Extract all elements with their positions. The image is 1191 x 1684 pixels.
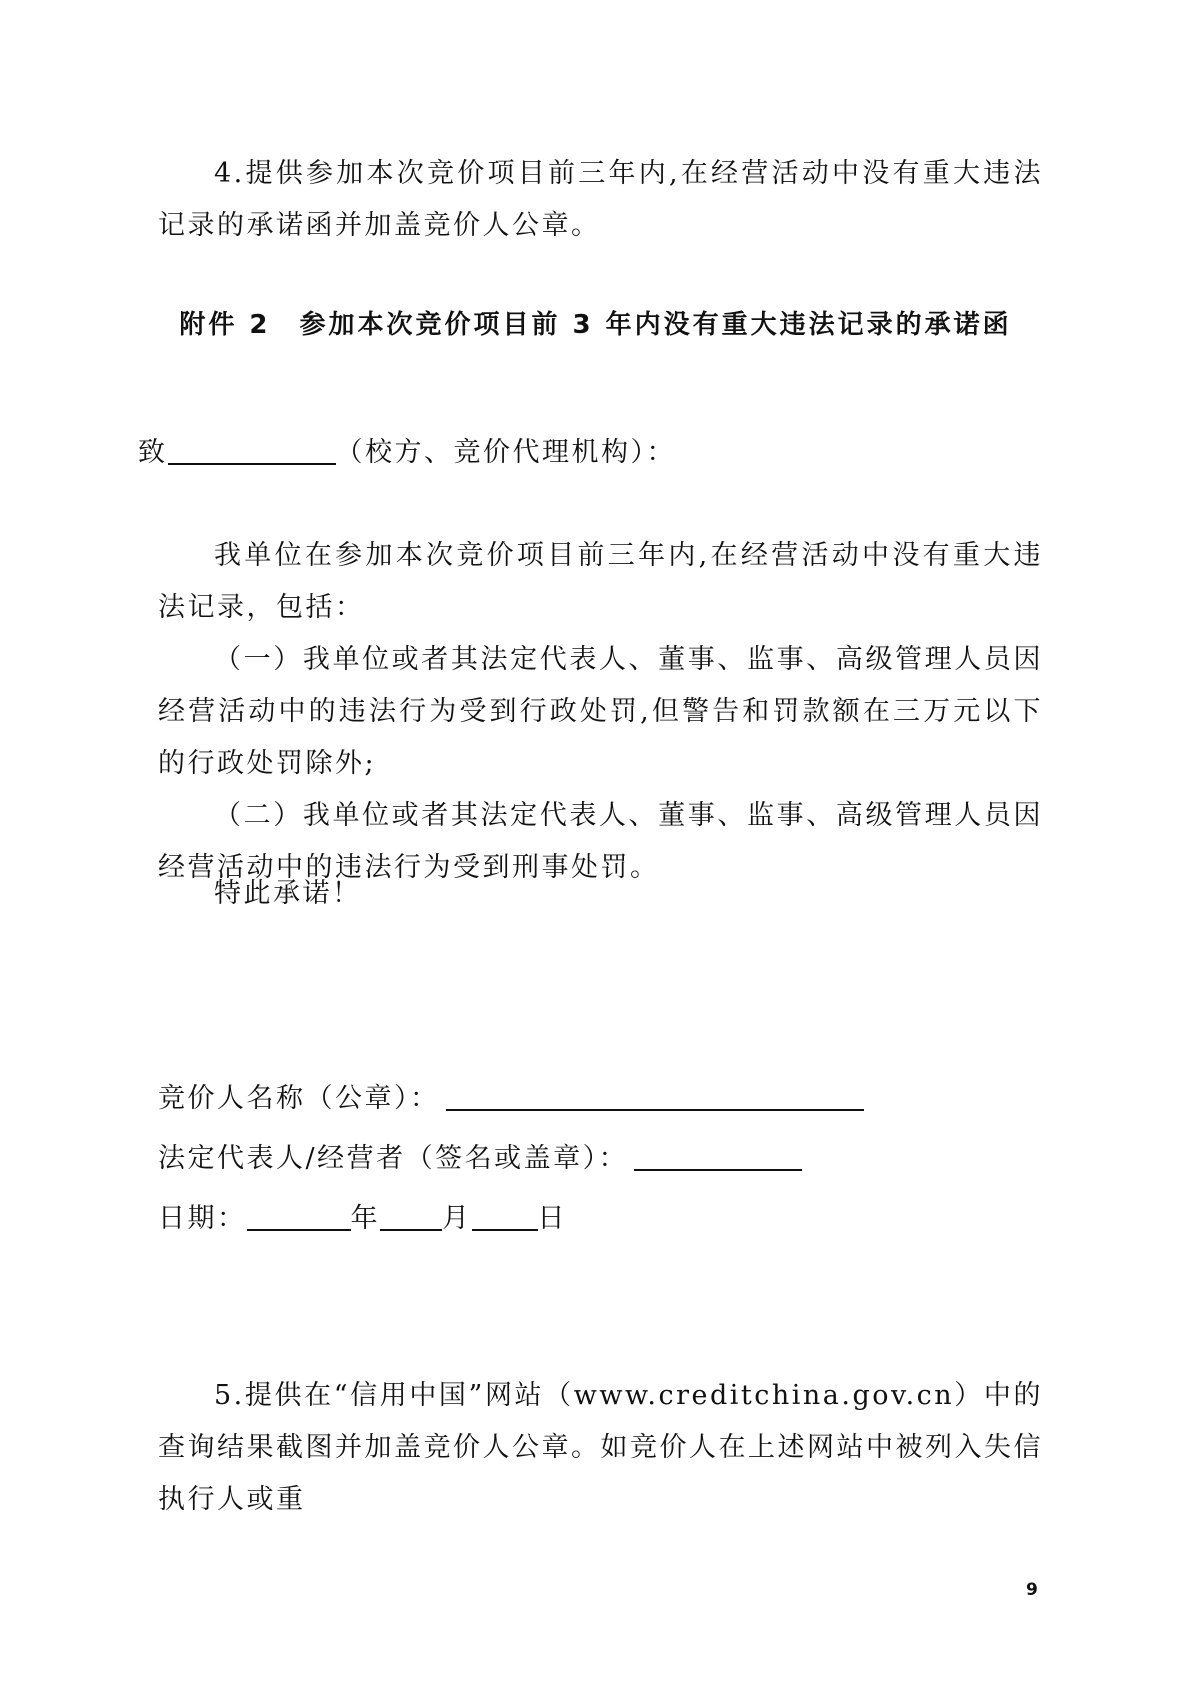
recipient-blank[interactable] xyxy=(168,433,336,465)
date-label: 日期： xyxy=(158,1203,247,1234)
bidder-name-label: 竞价人名称（公章）： xyxy=(158,1083,440,1114)
date-line xyxy=(158,1196,567,1235)
salutation-prefix: 致 xyxy=(138,437,168,468)
page-number: 9 xyxy=(1026,1580,1038,1600)
month-label: 月 xyxy=(442,1203,472,1234)
day-blank[interactable] xyxy=(472,1199,538,1231)
attachment-title: 附件 2 参加本次竞价项目前 3 年内没有重大违法记录的承诺函 xyxy=(179,310,1012,340)
clause-2-paragraph: （二）我单位或者其法定代表人、董事、监事、高级管理人员因经营活动中的违法行为受到刑事处罚。 xyxy=(158,800,1043,883)
clause-1-paragraph: （一）我单位或者其法定代表人、董事、监事、高级管理人员因经营活动中的违法行为受到行政处罚,但警告和罚款额在三万元以下的行政处罚除外; xyxy=(158,644,1043,779)
bidder-name-line xyxy=(158,1076,864,1115)
item-4-paragraph: 4.提供参加本次竞价项目前三年内,在经营活动中没有重大违法记录的承诺函并加盖竞价人公章。 xyxy=(158,158,1043,241)
representative-blank[interactable] xyxy=(634,1139,802,1171)
year-label: 年 xyxy=(350,1203,380,1234)
intro-paragraph: 我单位在参加本次竞价项目前三年内,在经营活动中没有重大违法记录，包括： xyxy=(158,540,1043,623)
salutation-suffix: （校方、竞价代理机构）： xyxy=(335,437,676,468)
item-5-paragraph: 5.提供在“信用中国”网站（www.creditchina.gov.cn）中的查询结果截图并加盖竞价人公章。如竞价人在上述网站中被列入失信执行人或重 xyxy=(158,1380,1043,1515)
day-label: 日 xyxy=(537,1203,567,1234)
month-blank[interactable] xyxy=(380,1199,442,1231)
representative-label: 法定代表人/经营者（签名或盖章）： xyxy=(158,1143,629,1174)
year-blank[interactable] xyxy=(247,1199,351,1231)
closing-statement: 特此承诺！ xyxy=(214,878,362,909)
bidder-name-blank[interactable] xyxy=(446,1079,864,1111)
representative-line xyxy=(158,1136,802,1175)
salutation-line xyxy=(138,430,676,469)
